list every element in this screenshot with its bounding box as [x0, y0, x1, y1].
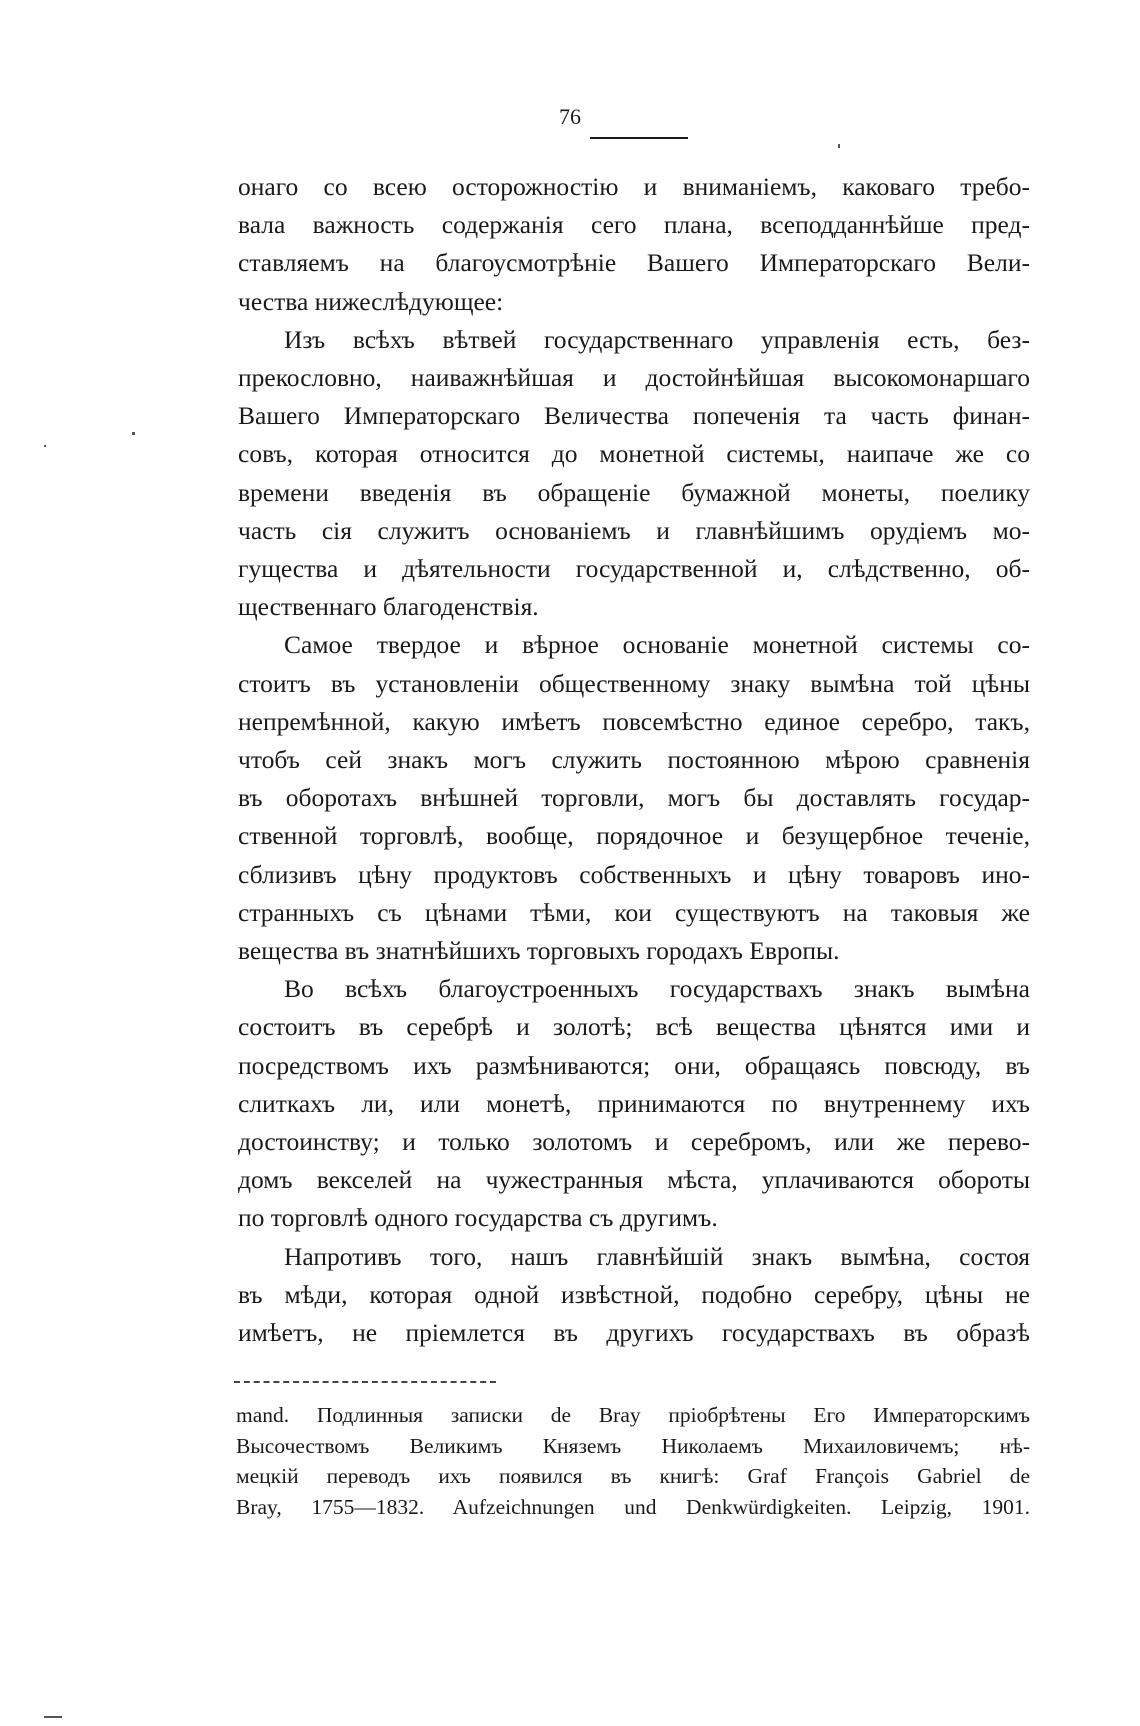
- scan-speck: [44, 445, 46, 447]
- footnote-line: mand. Подлинныя записки de Bray пріобрѣтены Его Императорскимъ: [236, 1403, 1030, 1427]
- body-text: [238, 168, 1030, 1352]
- text-line: въ мѣди, которая одной извѣстной, подобно серебру, цѣны не: [238, 1279, 1030, 1309]
- scan-speck: [132, 432, 135, 435]
- page-number-rule: [590, 137, 688, 139]
- footnote-line: Высочествомъ Великимъ Княземъ Николаемъ Михаиловичемъ; нѣ-: [236, 1433, 1030, 1458]
- footnote-separator: [234, 1381, 496, 1383]
- footnote: [236, 1400, 1030, 1522]
- text-line: посредствомъ ихъ размѣниваются; они, обращаясь повсюду, въ: [238, 1050, 1030, 1080]
- scan-speck: [838, 144, 840, 148]
- text-line: вала важность содержанія сего плана, всеподданнѣйше пред-: [238, 210, 1030, 240]
- paragraph: [238, 321, 1030, 627]
- text-line: достоинству; и только золотомъ и серебромъ, или же перево-: [238, 1127, 1030, 1157]
- footnote-line: мецкій переводъ ихъ появился въ книгѣ: Graf François Gabriel de: [236, 1464, 1030, 1488]
- text-line: Самое твердое и вѣрное основаніе монетной системы со-: [284, 630, 1030, 660]
- text-line: по торговлѣ одного государства съ другимъ.: [238, 1203, 718, 1233]
- text-line: чества нижеслѣдующее:: [238, 286, 504, 316]
- text-line: онаго со всею осторожностію и вниманіемъ, каковаго требо-: [238, 172, 1030, 201]
- text-line: Вашего Императорскаго Величества попеченія та часть финан-: [238, 401, 1030, 431]
- text-line: состоитъ въ серебрѣ и золотѣ; всѣ вещества цѣнятся ими и: [238, 1012, 1030, 1042]
- text-line: щественнаго благоденствія.: [238, 592, 539, 622]
- text-line: часть сія служитъ основаніемъ и главнѣйшимъ орудіемъ мо-: [238, 515, 1030, 545]
- text-line: слиткахъ ли, или монетѣ, принимаются по внутреннему ихъ: [238, 1088, 1030, 1118]
- text-line: ственной торговлѣ, вообще, порядочное и безущербное теченіе,: [238, 821, 1030, 851]
- paragraph: [238, 1238, 1030, 1353]
- text-line: чтобъ сей знакъ могъ служить постоянною мѣрою сравненія: [238, 745, 1030, 775]
- paragraph: [238, 626, 1030, 970]
- text-line: гущества и дѣятельности государственной и, слѣдственно, об-: [238, 554, 1030, 584]
- paragraph: [238, 970, 1030, 1237]
- text-line: вещества въ знатнѣйшихъ торговыхъ городахъ Европы.: [238, 936, 840, 966]
- text-line: времени введенія въ обращеніе бумажной монеты, поелику: [238, 477, 1030, 507]
- paragraph: [238, 168, 1030, 321]
- text-line: домъ векселей на чужестранныя мѣста, уплачиваются обороты: [238, 1165, 1030, 1195]
- text-line: сблизивъ цѣну продуктовъ собственныхъ и цѣну товаровъ ино-: [238, 859, 1030, 889]
- text-line: стоитъ въ установленіи общественному знаку вымѣна той цѣны: [238, 668, 1030, 698]
- text-line: имѣетъ, не пріемлется въ другихъ государствахъ въ образѣ: [238, 1318, 1030, 1348]
- page-number: 76: [559, 104, 581, 129]
- footnote-line: Bray, 1755—1832. Aufzeichnungen und Denkwürdigkeiten. Leipzig, 1901.: [236, 1494, 1030, 1519]
- text-line: Напротивъ того, нашъ главнѣйшій знакъ вымѣна, состоя: [284, 1241, 1030, 1271]
- text-line: непремѣнной, какую имѣетъ повсемѣстно единое серебро, такъ,: [238, 706, 1030, 736]
- scan-speck: [44, 1716, 62, 1718]
- text-line: совъ, которая относится до монетной системы, наипаче же со: [238, 439, 1030, 469]
- text-line: ставляемъ на благоусмотрѣніе Вашего Императорскаго Вели-: [238, 248, 1030, 278]
- text-line: прекословно, наиважнѣйшая и достойнѣйшая высокомонаршаго: [238, 363, 1030, 393]
- text-line: Изъ всѣхъ вѣтвей государственнаго управленія есть, без-: [284, 324, 1030, 354]
- text-line: странныхъ съ цѣнами тѣми, кои существуютъ на таковыя же: [238, 897, 1030, 927]
- text-line: въ оборотахъ внѣшней торговли, могъ бы доставлять государ-: [238, 783, 1030, 813]
- text-line: Во всѣхъ благоустроенныхъ государствахъ знакъ вымѣна: [284, 974, 1030, 1004]
